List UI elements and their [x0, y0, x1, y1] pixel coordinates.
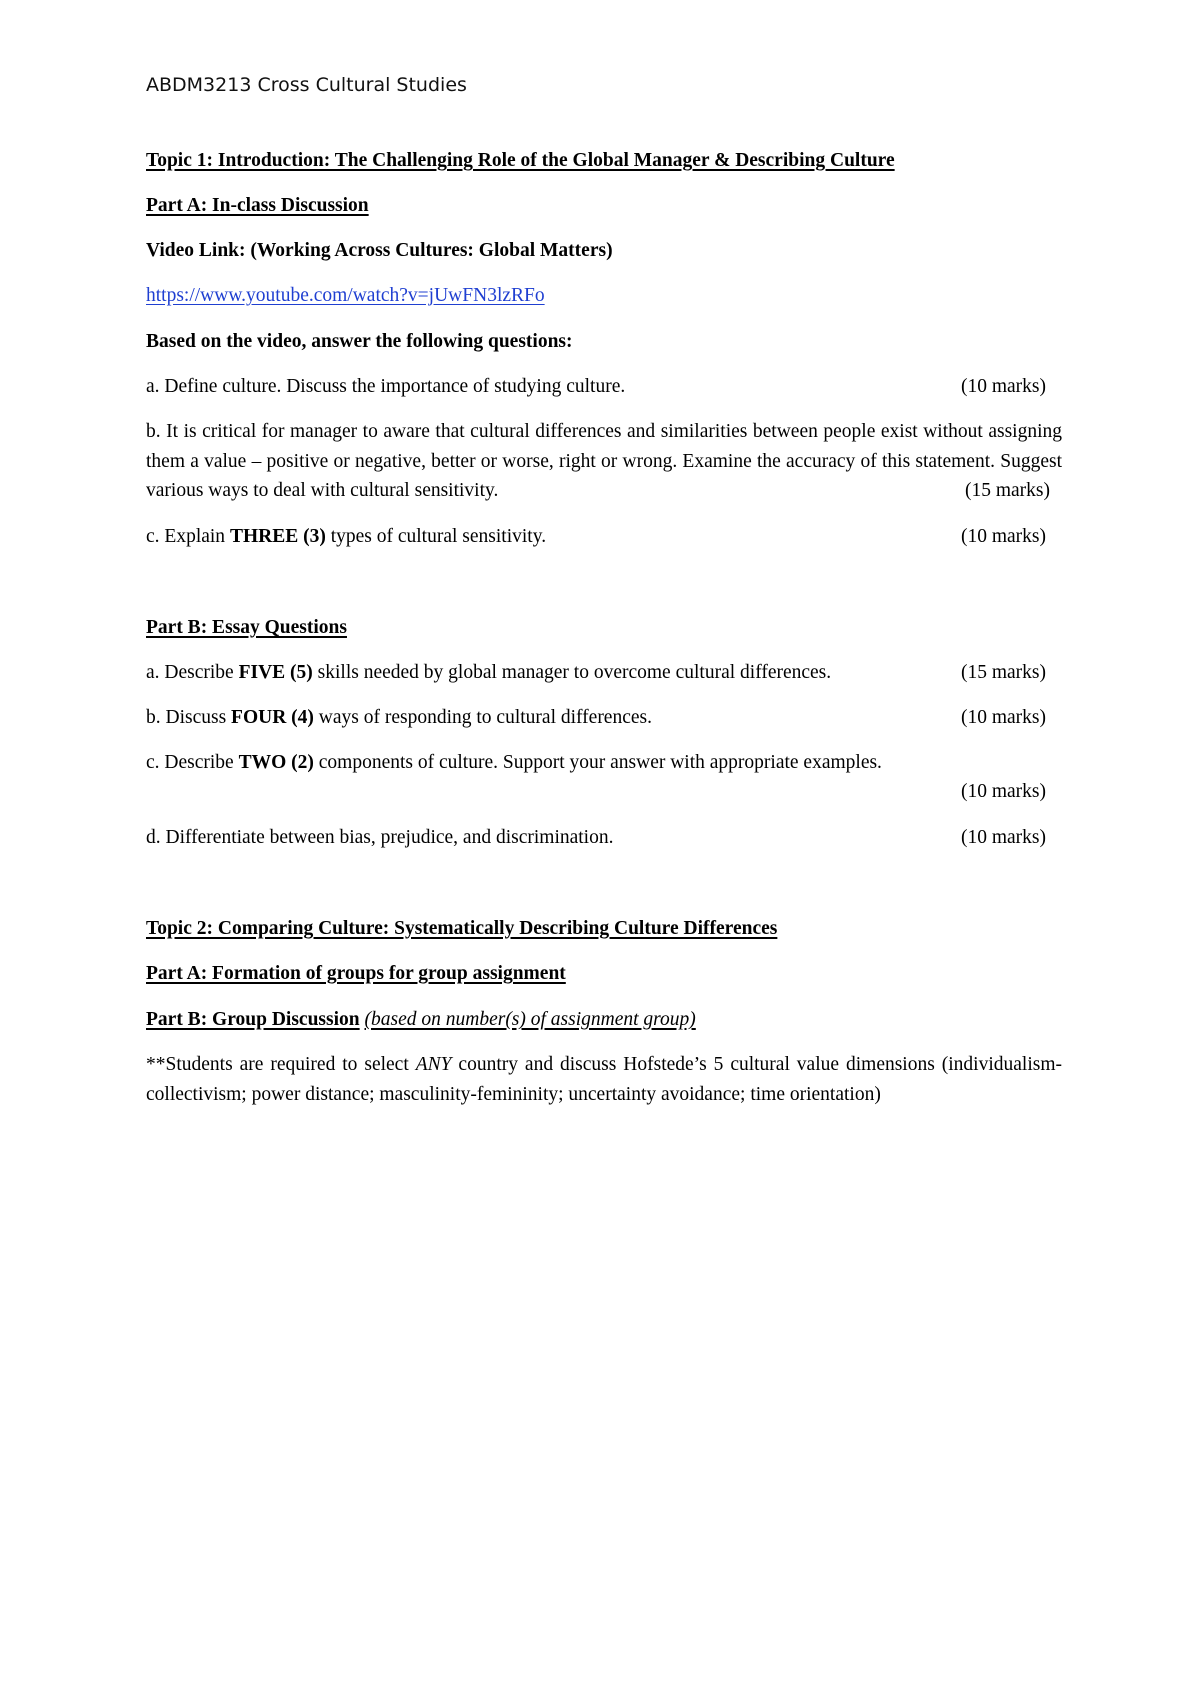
students-instruction [146, 1050, 1062, 1109]
partB-question-c [146, 748, 882, 777]
partA-question-c [146, 522, 546, 551]
partA-question-c-prefix: c. Explain [146, 526, 230, 547]
partB-question-c-marks: (10 marks) [960, 781, 1046, 802]
partB-question-a-suffix: skills needed by global manager to overcome cultural differences. [312, 662, 832, 683]
topic2-partB-title: Part B: Group Discussion [146, 1009, 360, 1030]
partA-question-b-text: b. It is critical for manager to aware that cultural differences and similarities between people exist without assigning them a value – positive or negative, better or worse, right or wrong. Examine the accuracy of this statement. Suggest various ways to deal with cultural sensitivity. [146, 421, 1062, 501]
partB-question-c-suffix: components of culture. Support your answer with appropriate examples. [313, 752, 882, 773]
partB-question-b-bold: FOUR (4) [231, 707, 314, 728]
partA-question-c-bold: THREE (3) [229, 526, 326, 547]
video-link-label: Video Link: (Working Across Cultures: Global Matters) [146, 240, 613, 261]
topic2-partB-heading [146, 1005, 696, 1034]
page-header: ABDM3213 Cross Cultural Studies [146, 74, 467, 96]
partB-question-b [146, 703, 652, 732]
students-instruction-suffix: country and discuss Hofstede’s 5 cultural value dimensions (individualism-collectivism; power distance; masculinity-femininity; uncertainty avoidance; time orientation) [146, 1054, 1062, 1105]
students-instruction-italic: ANY [415, 1054, 452, 1075]
partB-question-a [146, 658, 831, 687]
partB-question-c-prefix: c. Describe [146, 752, 239, 773]
partB-question-a-prefix: a. Describe [146, 662, 239, 683]
topic1-title: Topic 1: Introduction: The Challenging Role of the Global Manager & Describing Culture [146, 150, 895, 171]
instruction-text: Based on the video, answer the following questions: [146, 331, 573, 352]
partB-question-c-bold: TWO (2) [238, 752, 314, 773]
topic1-partA-heading: Part A: In-class Discussion [146, 195, 369, 216]
partB-question-a-marks: (15 marks) [960, 662, 1046, 683]
partB-question-a-bold: FIVE (5) [238, 662, 313, 683]
partA-question-a: a. Define culture. Discuss the importance of studying culture. [146, 376, 626, 397]
partB-question-b-suffix: ways of responding to cultural differences. [313, 707, 652, 728]
partB-question-b-prefix: b. Discuss [146, 707, 232, 728]
topic1-partB-heading: Part B: Essay Questions [146, 617, 347, 638]
video-link[interactable] [146, 281, 545, 310]
partB-question-b-marks: (10 marks) [960, 707, 1046, 728]
partA-question-b [146, 417, 1062, 506]
topic2-partB-note: (based on number(s) of assignment group) [364, 1009, 696, 1030]
partA-question-c-suffix: types of cultural sensitivity. [325, 526, 547, 547]
partB-question-d: d. Differentiate between bias, prejudice, and discrimination. [146, 827, 614, 848]
partB-question-d-marks: (10 marks) [960, 827, 1046, 848]
topic2-partA-heading: Part A: Formation of groups for group assignment [146, 963, 566, 984]
topic2-title: Topic 2: Comparing Culture: Systematically Describing Culture Differences [146, 918, 778, 939]
video-url[interactable]: https://www.youtube.com/watch?v=jUwFN3lzRFo [146, 285, 545, 306]
partA-question-b-marks: (15 marks) [964, 480, 1050, 501]
partA-question-c-marks: (10 marks) [960, 526, 1046, 547]
partA-question-a-marks: (10 marks) [960, 376, 1046, 397]
students-instruction-prefix: **Students are required to select [146, 1054, 416, 1075]
